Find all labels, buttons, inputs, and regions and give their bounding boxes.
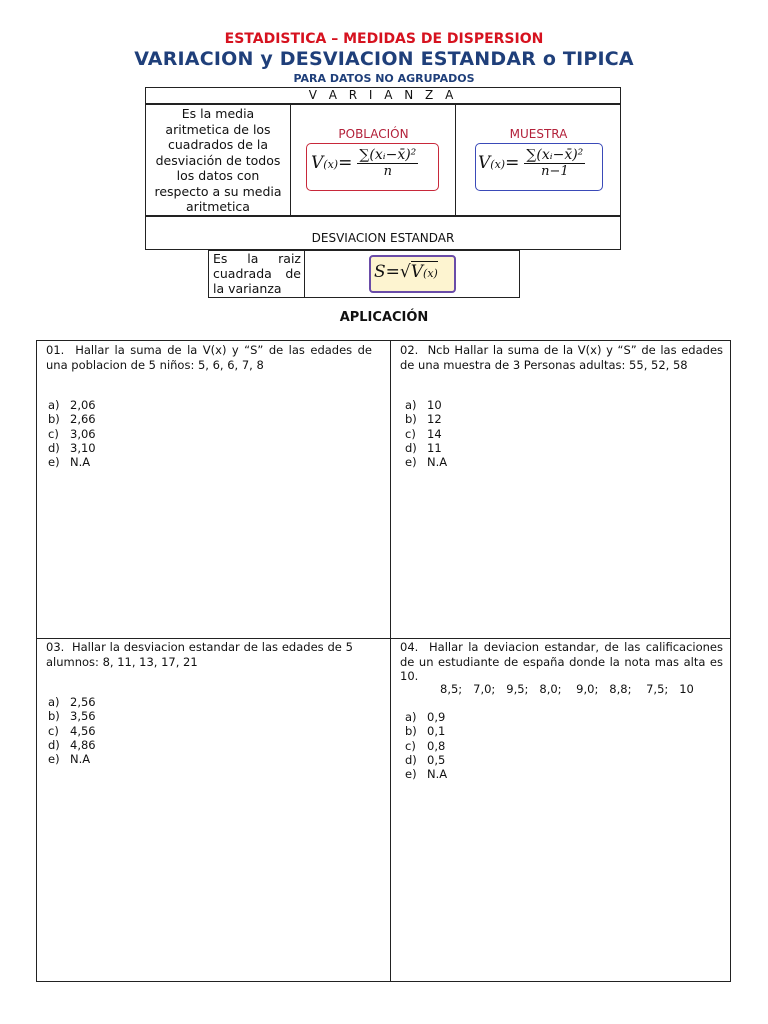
- table-divider: [290, 104, 291, 216]
- option-a[interactable]: a) 0,9: [405, 710, 446, 724]
- option-d[interactable]: d) 0,5: [405, 752, 446, 767]
- poblacion-numerator: ∑(xᵢ−x̄)²: [359, 147, 417, 163]
- grid-divider: [36, 638, 731, 639]
- muestra-denominator: n−1: [541, 164, 569, 179]
- option-e[interactable]: e) N.A: [48, 455, 91, 470]
- desviacion-header: [145, 216, 621, 250]
- varianza-header: [145, 87, 621, 104]
- options-list: [48, 695, 96, 766]
- poblacion-denominator: n: [383, 164, 393, 179]
- varianza-title: V A R I A N Z A: [308, 88, 458, 102]
- muestra-formula: V(x)= $\frac{\text{∑(xᵢ−x̄)²}}{n-1}$: [478, 147, 584, 179]
- option-d[interactable]: d) 3,10: [48, 440, 96, 455]
- option-c[interactable]: c) 4,56: [48, 723, 96, 738]
- option-d[interactable]: d) 11: [405, 440, 442, 455]
- question-data-line: 8,5; 7,0; 9,5; 8,0; 9,0; 8,8; 7,5; 10: [440, 682, 694, 696]
- options-list: [405, 710, 447, 781]
- page-title: VARIACION y DESVIACION ESTANDAR o TIPICA: [134, 48, 634, 70]
- page-subtitle: PARA DATOS NO AGRUPADOS: [293, 72, 475, 85]
- poblacion-formula: V(x)= $\frac{\text{∑(xᵢ−x̄)²}}{n}$: [311, 147, 417, 179]
- table-divider: [304, 250, 305, 298]
- option-a[interactable]: a) 2,56: [48, 695, 96, 709]
- muestra-label: MUESTRA: [509, 127, 568, 141]
- question-text: 01. Hallar la suma de la V(x) y “S” de las edades de una poblacion de 5 niños: 5, 6, 6, 7, 8: [46, 343, 373, 372]
- muestra-formula-box: [475, 143, 603, 191]
- option-e[interactable]: e) N.A: [405, 455, 448, 470]
- desviacion-title: DESVIACION ESTANDAR: [311, 231, 455, 245]
- desviacion-formula: S=√V(x): [374, 262, 438, 282]
- options-list: [48, 398, 96, 469]
- option-a[interactable]: a) 10: [405, 398, 442, 412]
- desviacion-definition: Es la raiz cuadrada de la varianza: [213, 251, 301, 296]
- option-b[interactable]: b) 3,56: [48, 709, 96, 724]
- aplicacion-title: APLICACIÓN: [339, 310, 429, 325]
- option-c[interactable]: c) 3,06: [48, 426, 96, 441]
- option-e[interactable]: e) N.A: [405, 767, 448, 782]
- subject-title: ESTADISTICA – MEDIDAS DE DISPERSION: [224, 31, 544, 47]
- question-text: 04. Hallar la deviacion estandar, de las calificaciones de un estudiante de españa donde la nota mas alta es 10.: [400, 640, 723, 683]
- option-c[interactable]: c) 0,8: [405, 738, 446, 753]
- muestra-numerator: ∑(xᵢ−x̄)²: [526, 147, 584, 163]
- option-c[interactable]: c) 14: [405, 426, 442, 441]
- question-text: 03. Hallar la desviacion estandar de las edades de 5 alumnos: 8, 11, 13, 17, 21: [46, 640, 353, 669]
- option-e[interactable]: e) N.A: [48, 752, 91, 767]
- option-b[interactable]: b) 2,66: [48, 412, 96, 427]
- option-b[interactable]: b) 12: [405, 412, 442, 427]
- option-a[interactable]: a) 2,06: [48, 398, 96, 412]
- option-d[interactable]: d) 4,86: [48, 737, 96, 752]
- poblacion-label: POBLACIÓN: [338, 127, 409, 141]
- poblacion-formula-box: [306, 143, 439, 191]
- desviacion-formula-box: [369, 255, 456, 293]
- options-list: [405, 398, 447, 469]
- option-b[interactable]: b) 0,1: [405, 724, 446, 739]
- table-divider: [455, 104, 456, 216]
- varianza-definition: Es la media aritmetica de los cuadrados de la desviación de todos los datos con respecto a su media aritmetica: [154, 106, 282, 214]
- grid-divider: [390, 340, 391, 982]
- question-text: 02. Ncb Hallar la suma de la V(x) y “S” de las edades de una muestra de 3 Personas adultas: 55, 52, 58: [400, 343, 724, 372]
